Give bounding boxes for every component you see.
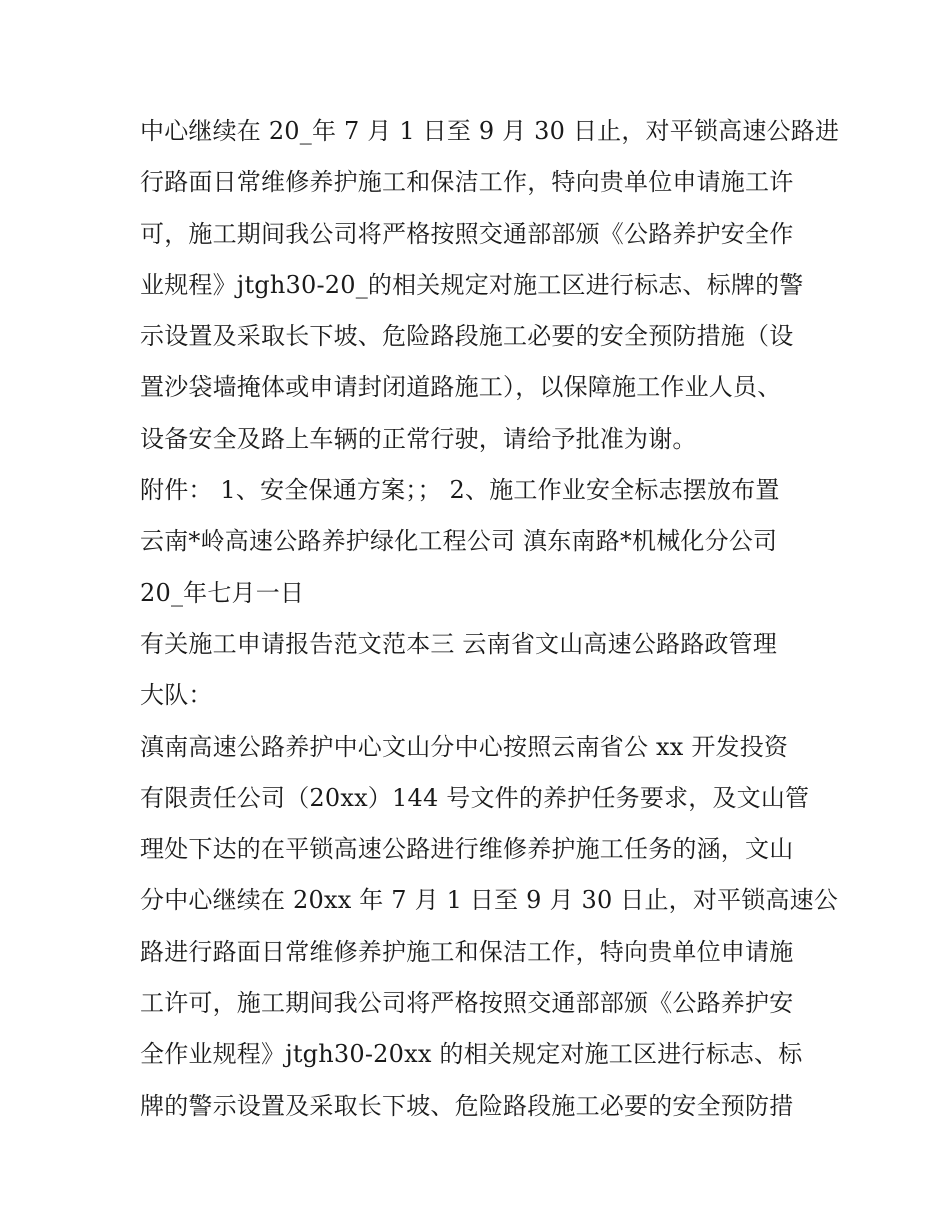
signature-line: 云南*岭高速公路养护绿化工程公司 滇东南路*机械化分公司: [140, 527, 778, 556]
text-line: 工许可，施工期间我公司将严格按照交通部部颁《公路养护安: [140, 989, 794, 1018]
text-line: 路进行路面日常维修养护施工和保洁工作，特向贵单位申请施: [140, 937, 794, 966]
text-line: 行路面日常维修养护施工和保洁工作，特向贵单位申请施工许: [140, 168, 794, 197]
text-line: 设备安全及路上车辆的正常行驶，请给予批准为谢。: [140, 424, 697, 453]
text-line: 全作业规程》jtgh30-20xx 的相关规定对施工区进行标志、标: [140, 1040, 803, 1069]
section-heading-line: 有关施工申请报告范文范本三 云南省文山高速公路路政管理: [140, 629, 778, 658]
text-line: 示设置及采取长下坡、危险路段施工必要的安全预防措施（设: [140, 322, 794, 351]
document-body: [140, 106, 840, 1132]
text-line: 分中心继续在 20xx 年 7 月 1 日至 9 月 30 日止，对平锁高速公: [140, 886, 839, 915]
text-line: 牌的警示设置及采取长下坡、危险路段施工必要的安全预防措: [140, 1091, 794, 1120]
text-line: 有限责任公司（20xx）144 号文件的养护任务要求，及文山管: [140, 783, 810, 812]
date-line: 20_年七月一日: [140, 578, 305, 607]
text-line: 可，施工期间我公司将严格按照交通部部颁《公路养护安全作: [140, 219, 794, 248]
text-line: 中心继续在 20_年 7 月 1 日至 9 月 30 日止，对平锁高速公路进: [140, 117, 840, 145]
text-line: 滇南高速公路养护中心文山分中心按照云南省公 xx 开发投资: [140, 732, 789, 761]
text-line: 业规程》jtgh30-20_的相关规定对施工区进行标志、标牌的警: [140, 270, 804, 299]
recipient-line: 大队：: [140, 681, 213, 710]
text-line: 置沙袋墙掩体或申请封闭道路施工），以保障施工作业人员、: [140, 373, 782, 402]
text-line: 理处下达的在平锁高速公路进行维修养护施工任务的涵，文山: [140, 835, 794, 864]
attachment-line: 附件： 1、安全保通方案；； 2、施工作业安全标志摆放布置: [140, 476, 780, 505]
